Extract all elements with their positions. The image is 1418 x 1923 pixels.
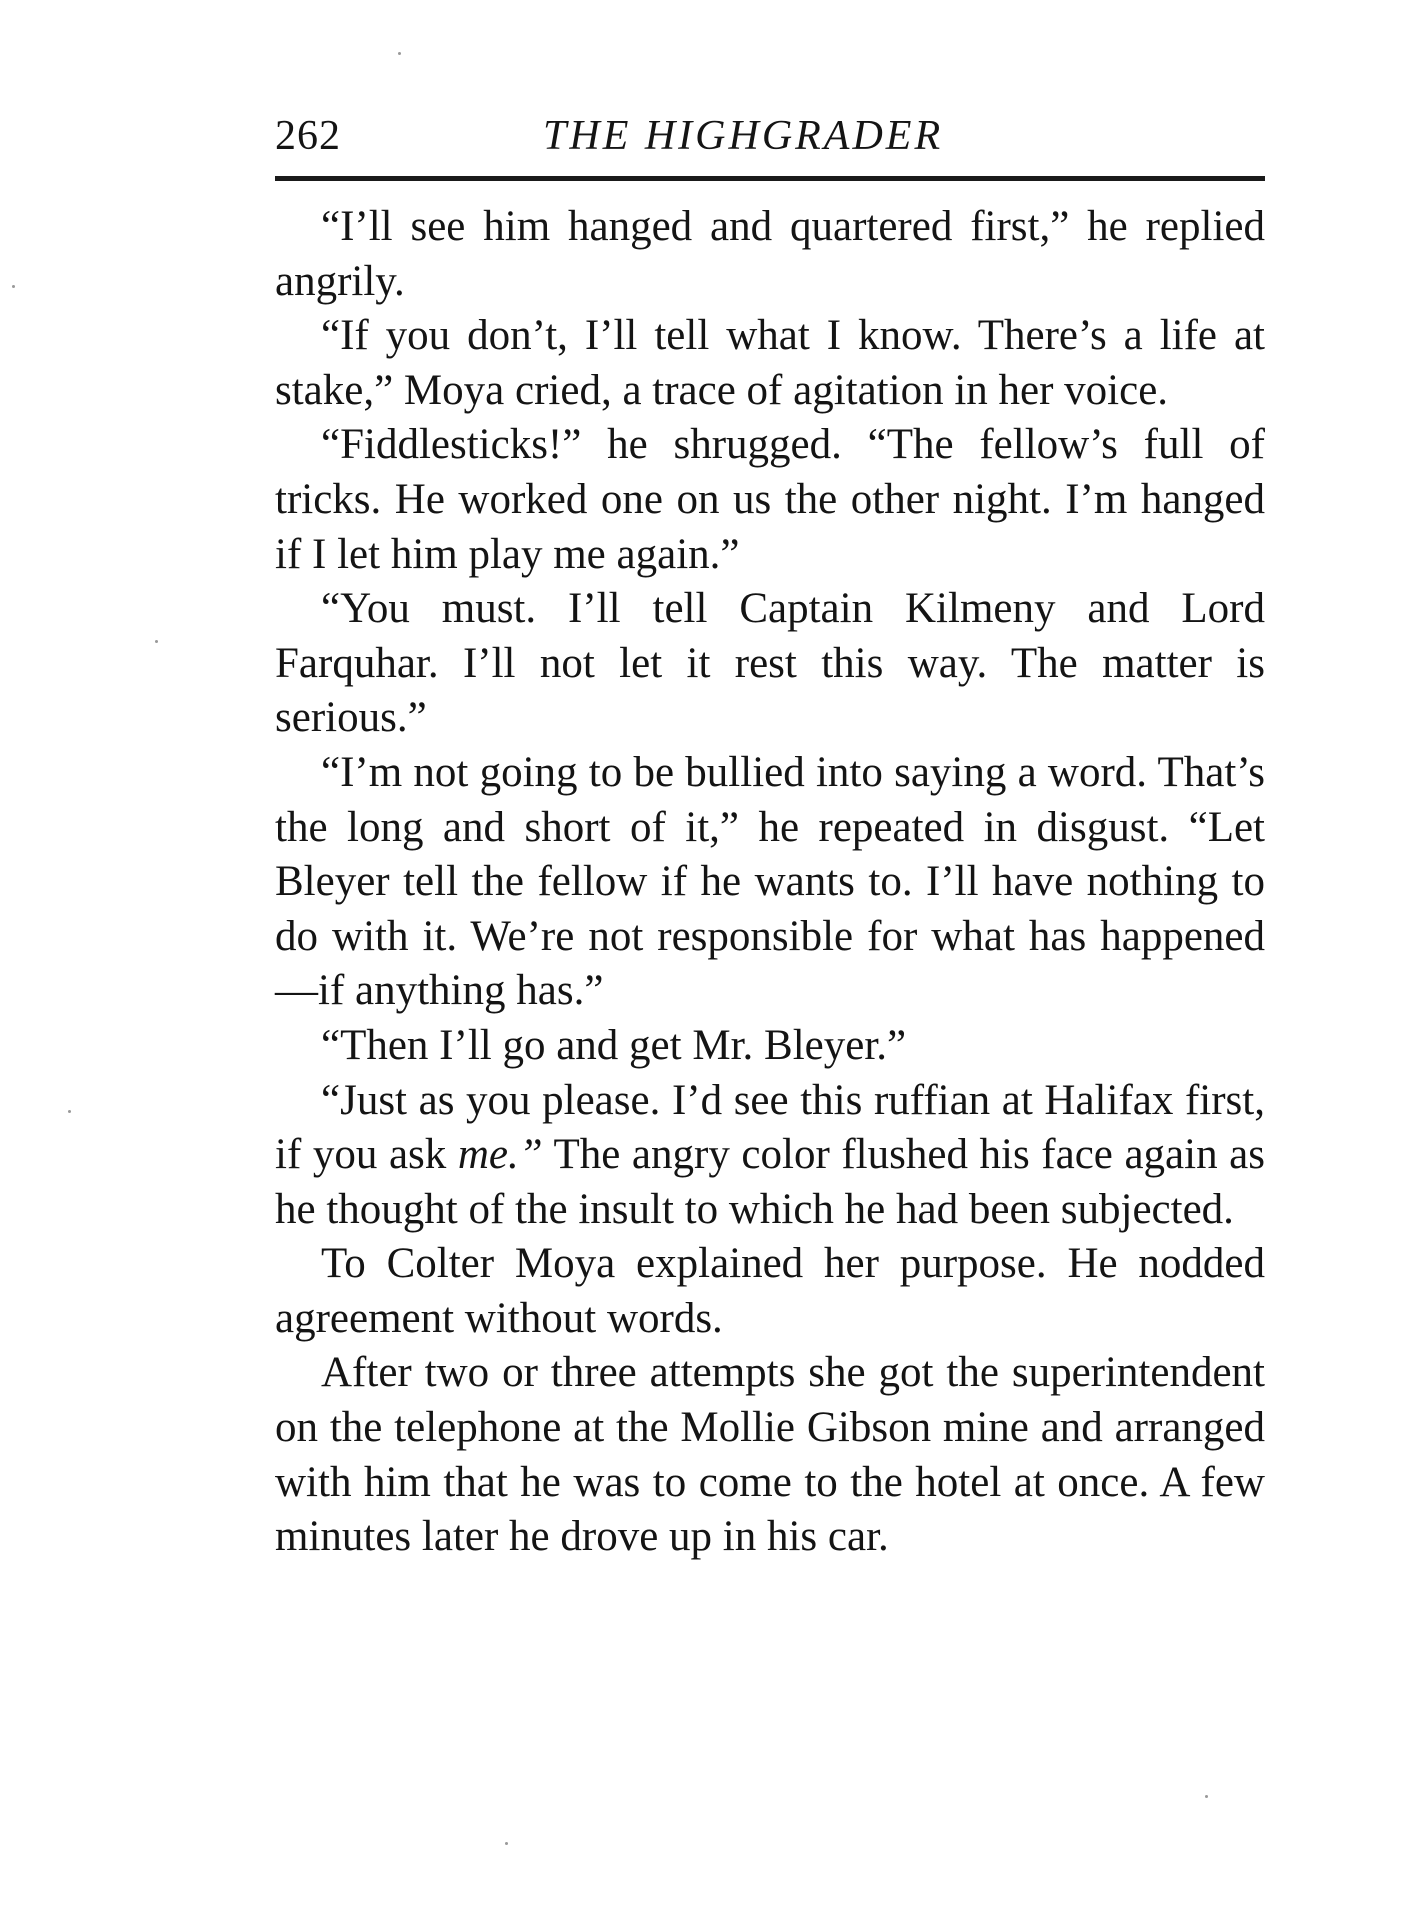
- paragraph: “If you don’t, I’ll tell what I know. There’s a life at stake,” Moya cried, a trace of agitation in her voice.: [275, 312, 1265, 414]
- emphasis: me.”: [457, 1131, 543, 1179]
- paragraph: “I’ll see him hanged and quartered first,” he replied angrily.: [275, 203, 1265, 305]
- scan-speck: [398, 52, 401, 55]
- scan-speck: [1205, 1795, 1208, 1798]
- body-text: [275, 200, 1265, 1565]
- page-number: 262: [275, 113, 341, 159]
- scan-speck: [12, 285, 15, 288]
- running-head: [275, 112, 1265, 172]
- paragraph: “You must. I’ll tell Captain Kilmeny and Lord Farquhar. I’ll not let it rest this way. The matter is serious.”: [275, 585, 1265, 742]
- scan-speck: [505, 1842, 508, 1845]
- paragraph: “Then I’ll go and get Mr. Bleyer.”: [321, 1021, 907, 1069]
- scan-speck: [155, 640, 158, 643]
- header-rule: [275, 176, 1265, 181]
- paragraph: After two or three attempts she got the superintendent on the telephone at the Mollie Gibson mine and arranged with him that he was to come to the hotel at once. A few minutes later he drove up in his car.: [275, 1349, 1265, 1561]
- paragraph: “Fiddlesticks!” he shrugged. “The fellow’s full of tricks. He worked one on us the other night. I’m hanged if I let him play me again.”: [275, 421, 1265, 578]
- book-title: THE HIGHGRADER: [543, 113, 944, 159]
- paragraph: “Just as you please. I’d see this ruffian at Halifax first, if you ask me.” The angry color flushed his face again as he thought of the insult to which he had been subjected.: [275, 1076, 1265, 1233]
- paragraph: “I’m not going to be bullied into saying a word. That’s the long and short of it,” he repeated in disgust. “Let Bleyer tell the fellow if he wants to. I’ll have nothing to do with it. We’re not responsible for what has happened—if anything has.”: [275, 748, 1265, 1015]
- paragraph: To Colter Moya explained her purpose. He nodded agreement without words.: [275, 1240, 1265, 1342]
- scan-speck: [68, 1110, 71, 1113]
